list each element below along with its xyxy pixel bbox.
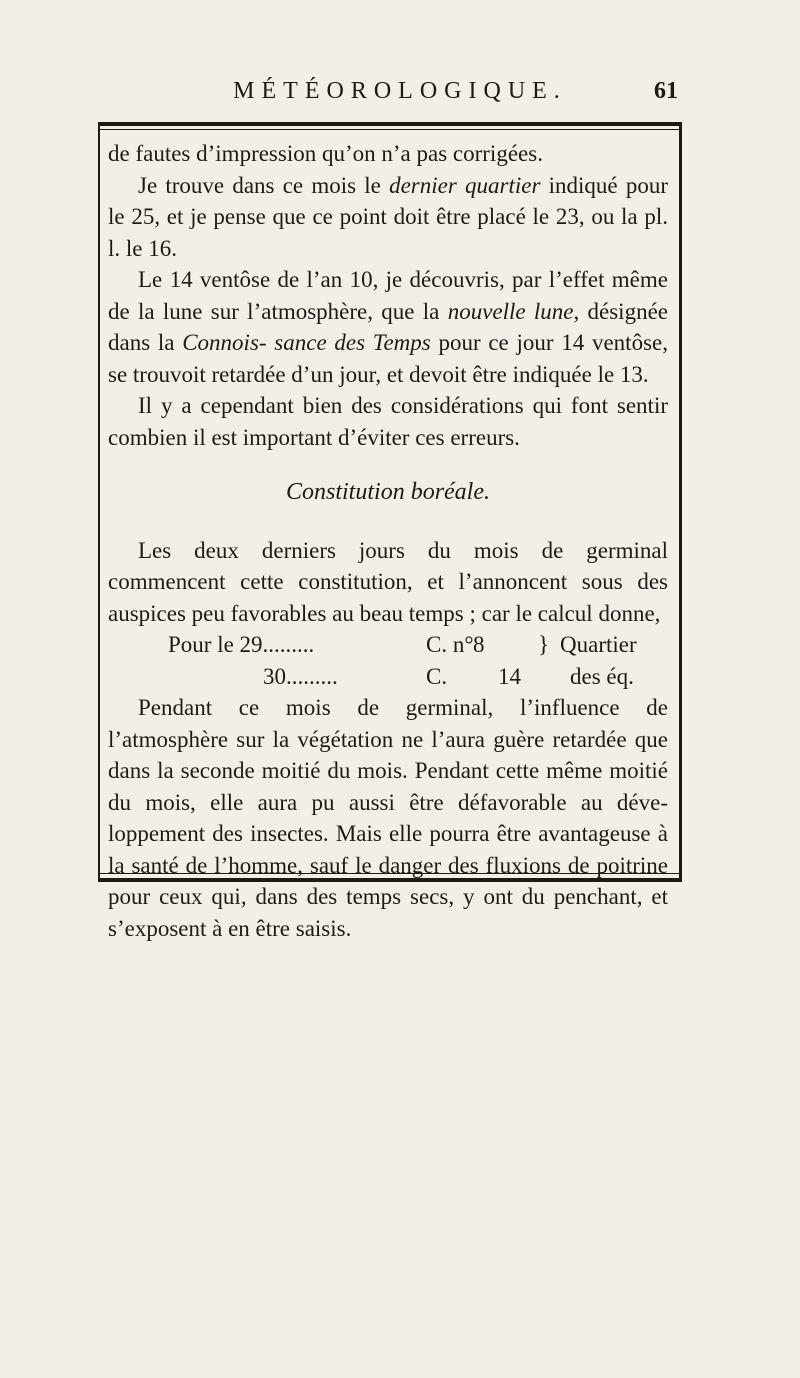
- brace: }: [538, 632, 550, 657]
- running-head: [0, 78, 800, 118]
- calc-row: [108, 661, 668, 693]
- paragraph-text: , désignée dans la: [108, 298, 668, 355]
- calc-date: Pour le 29.........: [168, 632, 315, 657]
- paragraph-text: pour ce jour 14 ventôse, se trouvoit retardée d’un jour, et devoit être indiquée le 13.: [108, 330, 668, 387]
- paragraph-considerations: Il y a cependant bien des considérations qui font sentir combien il est important d’éviter ces erreurs.: [108, 393, 668, 450]
- right-rule: [679, 122, 682, 882]
- italic-term: dernier quartier: [389, 172, 541, 198]
- paragraph-influence: Pendant ce mois de germinal, l’influence de l’atmosphère sur la végétation ne l’aura guère retardée que dans la seconde moitié du mois. Pendant cette même moitié du mois, elle aura pu aussi être défavorable au déve- loppement des insectes. Mais elle pourra être avantageuse à la santé de l’homme, sauf le danger des fluxions de poitrine pour ceux qui, dans des temps secs, y ont du penchant, et s’exposent à en être saisis.: [108, 695, 668, 941]
- calc-code: C.: [426, 663, 448, 689]
- left-rule: [98, 122, 100, 882]
- calc-note: Quartier: [560, 632, 637, 657]
- paragraph-text: Le 14 ventôse de l’an 10, je découvris, par l’effet même de la lune sur l’atmosphère, que la: [108, 267, 668, 324]
- calc-number: 14: [498, 663, 521, 689]
- italic-term: nouvelle lune: [447, 298, 574, 324]
- body-text: [108, 138, 668, 944]
- calc-number: 8: [473, 632, 485, 657]
- top-thin-rule: [98, 129, 682, 130]
- italic-title: Connois- sance des Temps: [182, 330, 431, 355]
- paragraph-text: Je trouve dans ce mois le: [138, 172, 390, 198]
- paragraph-continuation: de fautes d’impression qu’on n’a pas corrigées.: [108, 141, 543, 166]
- section-title: Constitution boréale.: [286, 479, 490, 505]
- calc-note: des éq.: [570, 663, 634, 689]
- page-number: 61: [654, 78, 678, 104]
- paragraph-text: indiqué pour le 25, et je pense que ce point doit être placé le 23, ou la pl. l. le 16.: [108, 172, 668, 261]
- calc-code: C. n°: [426, 632, 474, 657]
- running-head-title: MÉTÉOROLOGIQUE.: [233, 78, 567, 104]
- top-thick-rule: [98, 122, 682, 126]
- paragraph-germinal: Les deux derniers jours du mois de germinal commencent cette constitution, et l’annoncent sous des auspices peu favorables au beau temps ; car le calcul donne,: [108, 537, 668, 626]
- paragraph-nouvelle-lune: [108, 264, 668, 390]
- paragraph-dernier-quartier: [108, 170, 668, 265]
- calc-date: 30.........: [263, 663, 338, 689]
- calc-row: [108, 629, 668, 661]
